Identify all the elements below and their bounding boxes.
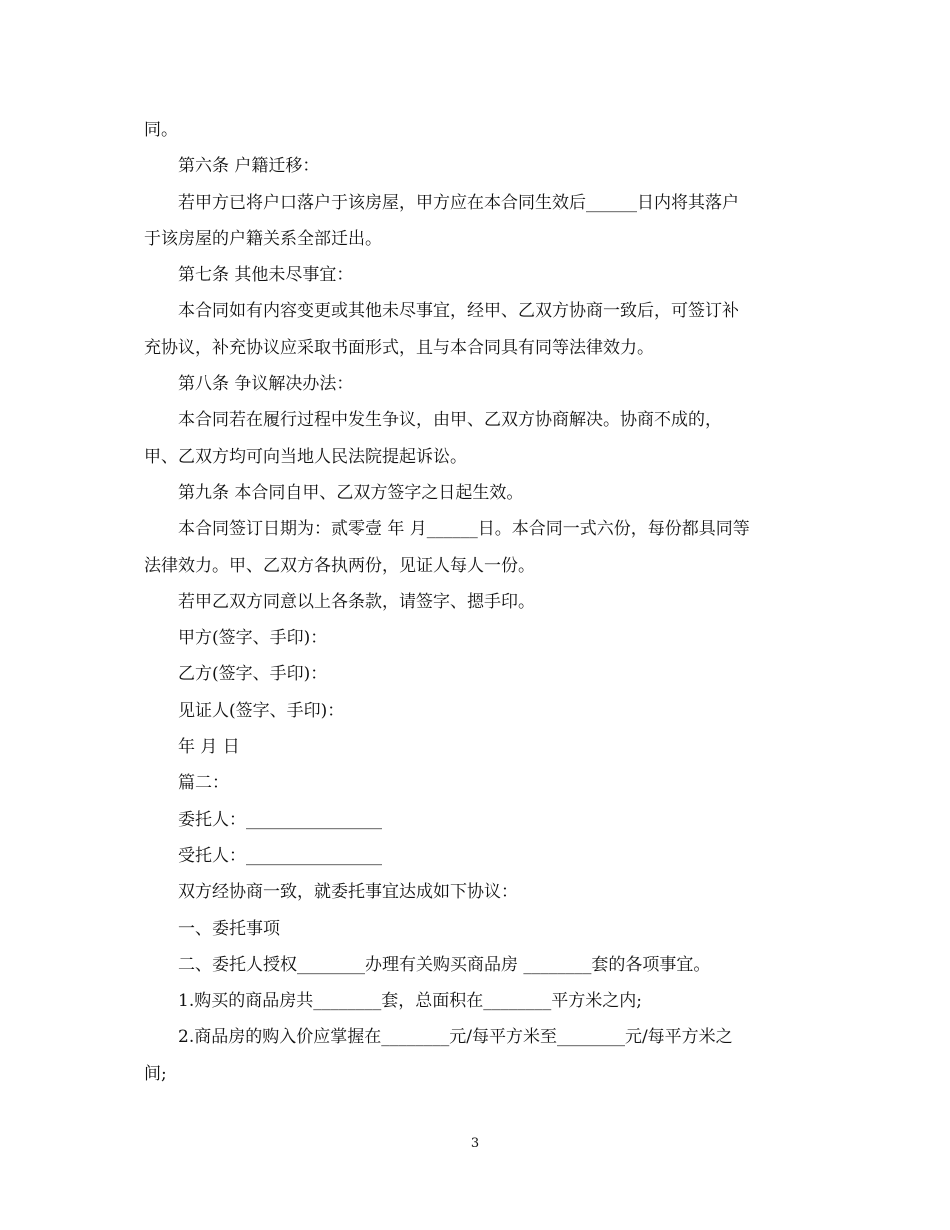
text-line: 乙方(签字、手印)： bbox=[178, 664, 328, 685]
text-line: 见证人(签字、手印)： bbox=[178, 700, 345, 721]
text-line: 本合同签订日期为：贰零壹 年 月______日。本合同一式六份，每份都具同等 bbox=[178, 519, 750, 540]
document-body bbox=[144, 112, 808, 1092]
text-line: 若甲方已将户口落户于该房屋，甲方应在本合同生效后______日内将其落户 bbox=[178, 192, 739, 213]
text-line: 本合同如有内容变更或其他未尽事宜，经甲、乙双方协商一致后，可签订补 bbox=[178, 301, 739, 322]
text-line: 第六条 户籍迁移： bbox=[178, 156, 320, 177]
text-line: 双方经协商一致，就委托事宜达成如下协议： bbox=[178, 882, 518, 903]
text-line: 第九条 本合同自甲、乙双方签字之日起生效。 bbox=[178, 482, 524, 503]
text-line: 本合同若在履行过程中发生争议，由甲、乙双方协商解决。协商不成的， bbox=[178, 410, 722, 431]
text-line: 1.购买的商品房共________套，总面积在________平方米之内; bbox=[178, 991, 642, 1012]
text-line: 第八条 争议解决办法： bbox=[178, 374, 354, 395]
text-line: 二、委托人授权________办理有关购买商品房 ________套的各项事宜。 bbox=[178, 954, 711, 975]
text-line: 受托人：________________ bbox=[178, 845, 382, 866]
page-number: 3 bbox=[470, 1136, 480, 1151]
text-line: 甲、乙双方均可向当地人民法院提起诉讼。 bbox=[144, 446, 467, 467]
text-line: 一、委托事项 bbox=[178, 918, 280, 939]
text-line: 同。 bbox=[144, 120, 178, 140]
text-line: 年 月 日 bbox=[178, 737, 240, 758]
text-line: 甲方(签字、手印)： bbox=[178, 628, 328, 649]
text-line: 2.商品房的购入价应掌握在________元/每平方米至________元/每平方米之 bbox=[178, 1027, 733, 1048]
text-line: 若甲乙双方同意以上各条款，请签字、摁手印。 bbox=[178, 591, 535, 612]
text-line: 间; bbox=[144, 1063, 167, 1084]
text-line: 篇二： bbox=[178, 773, 229, 794]
text-line: 充协议，补充协议应采取书面形式，且与本合同具有同等法律效力。 bbox=[144, 337, 654, 358]
text-line: 第七条 其他未尽事宜： bbox=[178, 265, 354, 286]
text-line: 于该房屋的户籍关系全部迁出。 bbox=[144, 228, 382, 249]
text-line: 委托人：________________ bbox=[178, 809, 382, 830]
text-line: 法律效力。甲、乙双方各执两份，见证人每人一份。 bbox=[144, 555, 535, 576]
